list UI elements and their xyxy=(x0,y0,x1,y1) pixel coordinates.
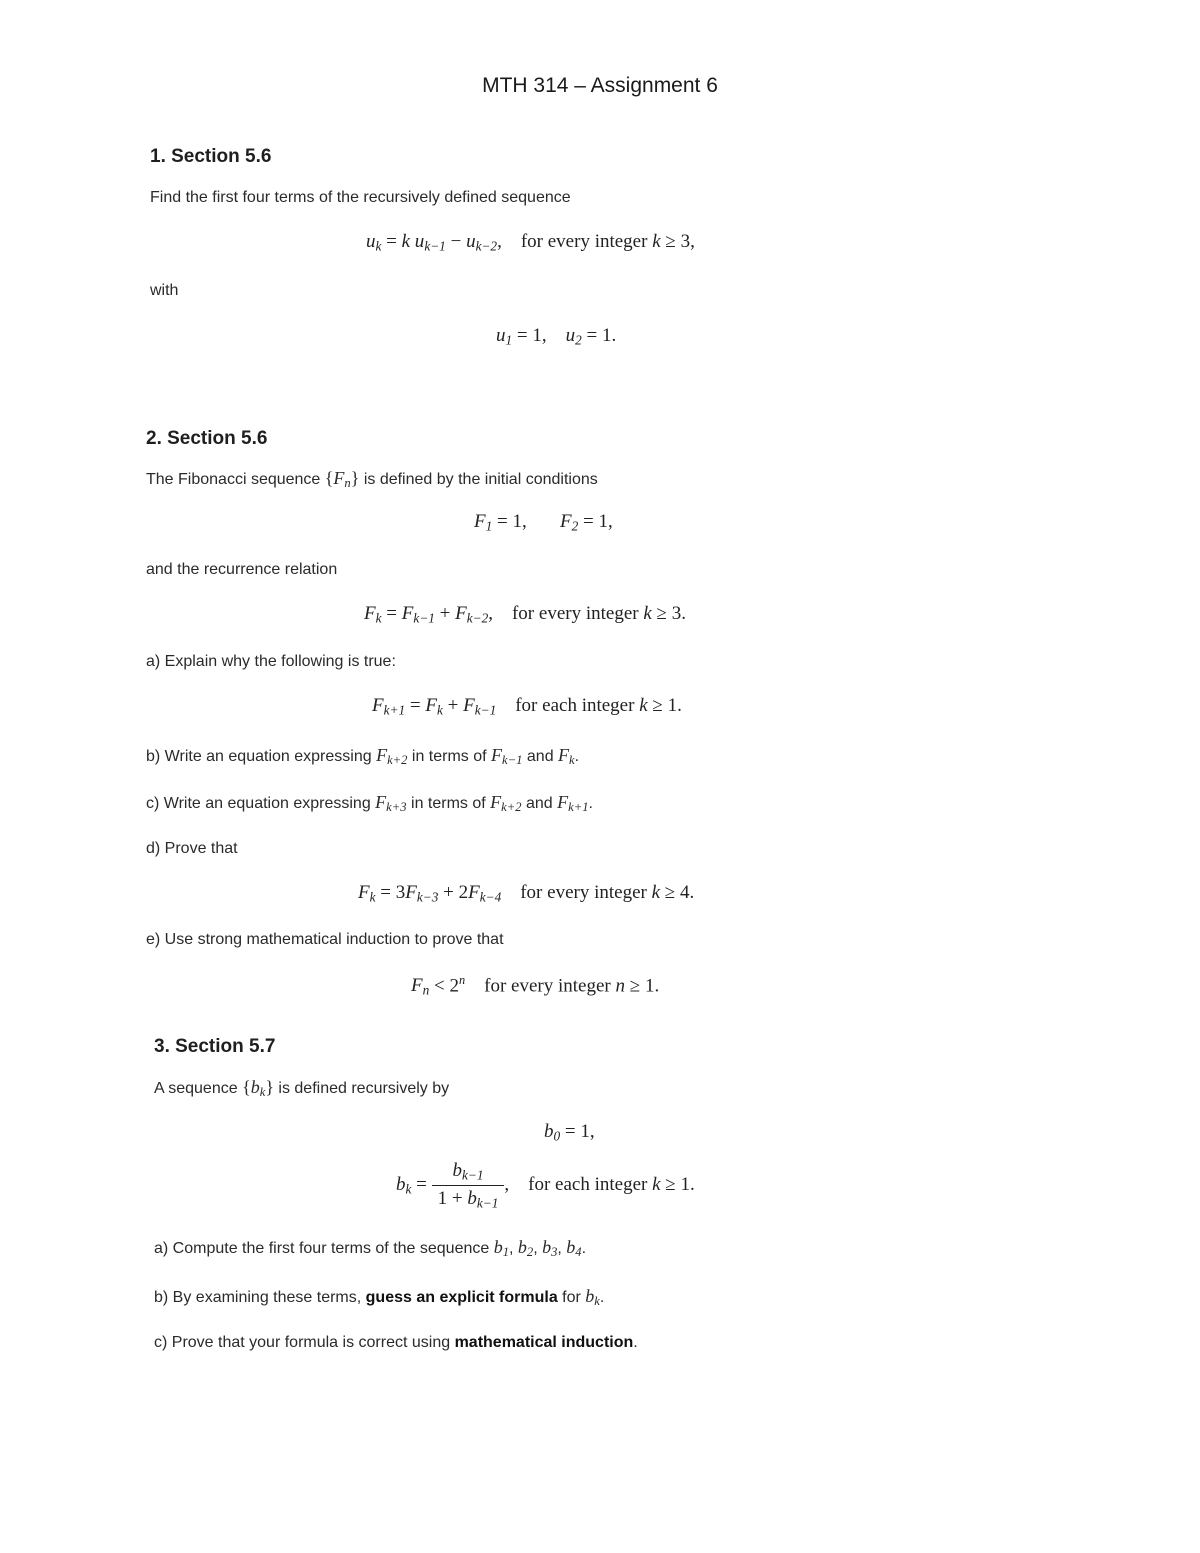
q3-recurrence: $b_k$ = $\frac{b_{k-1}}{1 + b_{k-1}}$ , for each integer k ≥ 1. xyxy=(396,1160,695,1211)
q3-part-a: a) Compute the first four terms of the sequence $b_1$, $b_2$, $b_3$, $b_4$. xyxy=(154,1237,587,1260)
q1-initial-conditions: $u_1 = 1$, $u_2 = 1$. xyxy=(496,325,617,348)
q2-part-e-equation: $F_n < 2^n$ for every integer n ≥ 1. xyxy=(411,973,660,998)
q2-part-d: d) Prove that xyxy=(146,840,238,857)
q2-part-a-equation: $F_{k+1} = F_k + F_{k-1}$ for each integer k ≥ 1. xyxy=(372,695,682,718)
q2-part-c: c) Write an equation expressing $F_{k+3}$ in terms of $F_{k+2}$ and $F_{k+1}$. xyxy=(146,792,593,815)
q2-heading: 2. Section 5.6 xyxy=(146,428,268,449)
q3-intro: A sequence $\{b_k\}$ is defined recursively by xyxy=(154,1077,450,1100)
q3-part-c: c) Prove that your formula is correct using mathematical induction. xyxy=(154,1334,638,1351)
q2-part-b: b) Write an equation expressing $F_{k+2}$ in terms of $F_{k-1}$ and $F_k$. xyxy=(146,745,580,768)
page-title: MTH 314 – Assignment 6 xyxy=(482,74,718,97)
q3-part-b: b) By examining these terms, guess an explicit formula for $b_k$. xyxy=(154,1286,605,1309)
q2-part-a: a) Explain why the following is true: xyxy=(146,653,396,670)
q3-initial-condition: $b_0 = 1$, xyxy=(544,1121,595,1144)
q2-part-e: e) Use strong mathematical induction to prove that xyxy=(146,931,504,948)
q3-heading: 3. Section 5.7 xyxy=(154,1036,276,1057)
q2-intro: The Fibonacci sequence $\{F_n\}$ is defined by the initial conditions xyxy=(146,468,598,491)
q2-recurrence-intro: and the recurrence relation xyxy=(146,561,338,578)
q1-with: with xyxy=(150,282,179,299)
q1-recurrence: $u_k = k$ $u_{k-1} - u_{k-2}$, for every integer k ≥ 3, xyxy=(366,231,695,254)
q1-heading: 1. Section 5.6 xyxy=(150,146,272,167)
q2-initial-conditions: $F_1 = 1$, $F_2 = 1$, xyxy=(474,511,613,534)
q2-recurrence: $F_k = F_{k-1} + F_{k-2}$, for every integer k ≥ 3. xyxy=(364,603,686,626)
q2-part-d-equation: $F_k = 3F_{k-3} + 2F_{k-4}$ for every integer k ≥ 4. xyxy=(358,882,695,905)
q3-fraction: $\frac{b_{k-1}}{1 + b_{k-1}}$ xyxy=(432,1160,505,1212)
q1-intro: Find the first four terms of the recursively defined sequence xyxy=(150,189,571,206)
